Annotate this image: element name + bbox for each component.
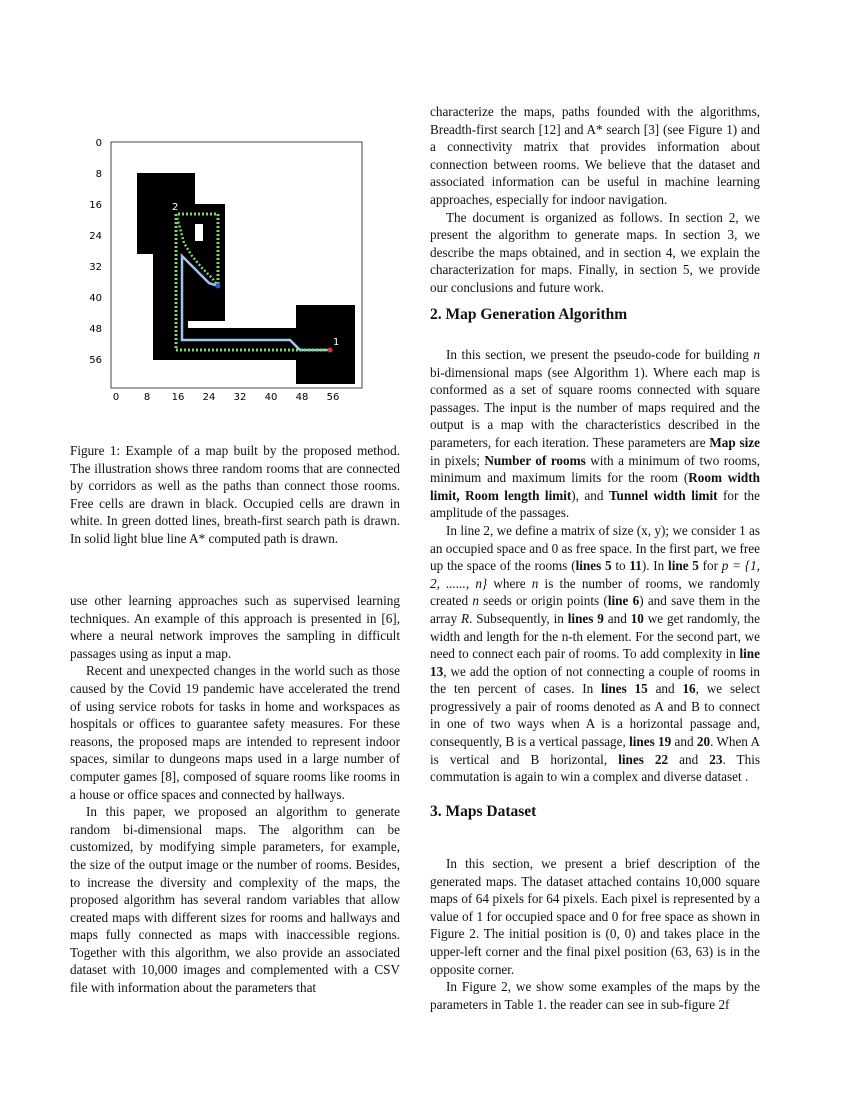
y-tick: 40 [89, 293, 102, 304]
left-column-body [70, 592, 400, 997]
caption-text: Figure 1: Example of a map built by the proposed method. The illustration shows three random rooms that are connected by corridors as well as the paths than connect those rooms. Free cells are drawn in black. Occupied cells are drawn in white. In green dotted lines, breath-first search path is drawn. In solid light blue line A* computed path is drawn. [70, 443, 400, 546]
x-tick: 48 [295, 392, 309, 403]
room-label-3: 3 [225, 272, 232, 283]
x-tick: 32 [233, 392, 247, 403]
y-axis [89, 138, 102, 366]
section-3-body [430, 855, 760, 1013]
section-heading-3: 3. Maps Dataset [430, 803, 537, 820]
figure-1-map [80, 128, 380, 428]
map-plot [80, 128, 380, 428]
section-2-body [430, 346, 760, 786]
y-tick: 48 [89, 324, 102, 335]
y-tick: 56 [89, 355, 102, 366]
paragraph: In line 2, we define a matrix of size (x, y); we consider 1 as an occupied space and 0 as free space. In the first part, we free up the space of the rooms (lines 5 to 11). In line 5 for p = {1, 2, ......, n} where n is the number of rooms, we randomly created n seeds or origin points (line 6) and save them in the array R. Subsequently, in lines 9 and 10 we get randomly, the width and length for the n-th element. For the second part, we need to connect each pair of rooms. To add complexity in line 13, we add the option of not connecting a couple of rooms in the ten percent of cases. In lines 15 and 16, we select progressively a pair of rooms denoted as A and B to connect in one of two ways when A is a horizontal passage and, consequently, B is a vertical passage, lines 19 and 20. When A is vertical and B horizontal, lines 22 and 23. This commutation is again to win a complex and diverse dataset . [430, 522, 761, 785]
start-point [328, 348, 333, 353]
room-label-2: 2 [172, 202, 179, 213]
section-heading-2: 2. Map Generation Algorithm [430, 306, 628, 323]
right-column-intro [430, 103, 760, 297]
x-tick: 40 [264, 392, 278, 403]
x-tick: 16 [171, 392, 185, 403]
occupied-block [195, 224, 203, 241]
paragraph: In this section, we present a brief description of the generated maps. The dataset attached contains 10,000 square maps of 64 pixels for 64 pixels. Each pixel is represented by a value of 1 for occupied space and 0 for free space as shown in Figure 2. The initial position is (0, 0) and takes place in the upper-left corner and the final pixel position (63, 63) is in the opposite corner. [430, 856, 760, 977]
x-tick: 24 [202, 392, 216, 403]
paragraph: Recent and unexpected changes in the world such as those caused by the Covid 19 pandemic have accelerated the trend of using service robots for tasks in home and workspaces as hospitals or offices to guarantee safety measures. For these reasons, the proposed maps are intended to represent indoor spaces, similar to dungeons maps used in a large number of computer games [8], composed of square rooms like rooms in a house or office spaces and connected by hallways. [70, 663, 400, 802]
paragraph: use other learning approaches such as supervised learning techniques. An example of this approach is presented in [6], where a neural network improves the sampling in difficult passages using as input a map. [70, 593, 400, 661]
y-tick: 8 [95, 169, 102, 180]
y-tick: 24 [89, 231, 102, 242]
paragraph: In this section, we present the pseudo-code for building n bi-dimensional maps (see Algorithm 1). Where each map is conformed as a set of square rooms connected with square passages. The input is the number of maps required and the output is a map with the characteristics described in the parameters, for each iteration. These parameters are Map size in pixels; Number of rooms with a minimum of two rooms, minimum and maximum limits for the room (Room width limit, Room length limit), and Tunnel width limit for the amplitude of the passages. [430, 347, 760, 521]
paragraph: characterize the maps, paths founded with the algorithms, Breadth-first search [12] and A* search [3] (see Figure 1) and a connectivity matrix that provides information about connection between rooms. We believe that the dataset and associated information can be useful in machine learning approaches, especially for indoor navigation. [430, 104, 760, 207]
y-tick: 32 [89, 262, 102, 273]
x-axis [113, 392, 340, 403]
x-tick: 0 [112, 392, 120, 403]
x-tick: 8 [143, 392, 151, 403]
room-label-1: 1 [333, 337, 340, 348]
y-tick: 0 [95, 138, 102, 149]
y-tick: 16 [89, 200, 102, 211]
paragraph: In Figure 2, we show some examples of the maps by the parameters in Table 1. the reader can see in sub-figure 2f [430, 979, 760, 1012]
paragraph: The document is organized as follows. In section 2, we present the algorithm to generate maps. In section 3, we describe the maps obtained, and in section 4, we explain the characterization for maps. Finally, in section 5, we provide our conclusions and future work. [430, 209, 760, 295]
paragraph: In this paper, we proposed an algorithm to generate random bi-dimensional maps. The algorithm can be customized, by modifying simple parameters, for example, the size of the output image or the number of rooms. Besides, to increase the diversity and complexity of the maps, the proposed algorithm has several random variables that allow created maps with different sizes for rooms and hallways and maps fully connected as maps with inaccessible regions. Together with this algorithm, we also provide an associated dataset with 10,000 images and complemented with a CSV file with information about the parameters that [70, 804, 400, 996]
x-tick: 56 [326, 392, 340, 403]
goal-point [216, 284, 221, 289]
figure-caption [70, 442, 400, 548]
